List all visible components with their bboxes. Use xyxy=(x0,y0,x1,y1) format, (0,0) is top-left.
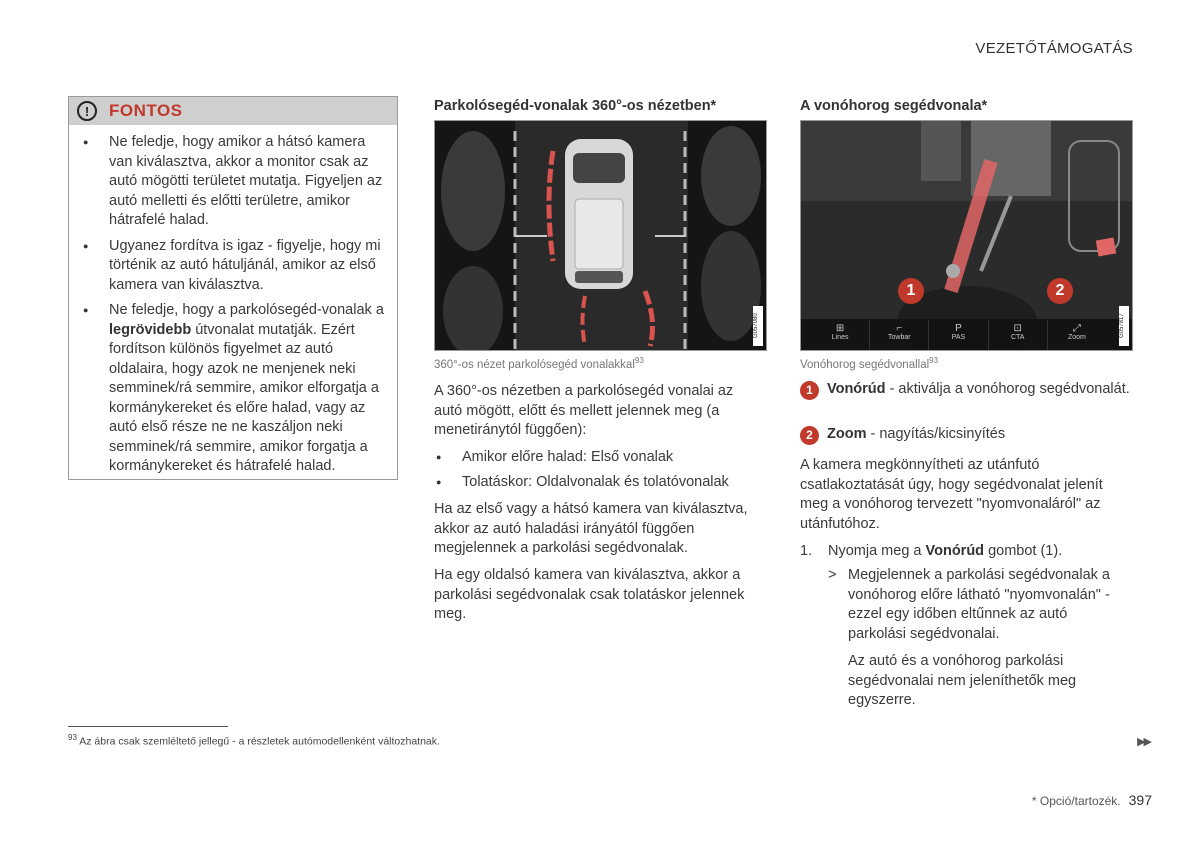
view-360-image xyxy=(434,120,767,351)
cross-traffic-icon: ⊡ xyxy=(1013,323,1022,334)
important-item-1: ● Ne feledje, hogy amikor a hátsó kamera van kiválasztva, akkor a monitor csak az autó mögötti területet mutatja. Figyeljen az autó melletti és előtti területre, amikor hátrafelé halad. xyxy=(69,133,397,231)
step-1-note: Az autó és a vonóhorog parkolási segédvonalai nem jeleníthetők meg egyszerre. xyxy=(848,653,1077,708)
badge-towbar: 1 xyxy=(898,278,924,304)
toolbar-pas-button[interactable]: P PAS xyxy=(929,320,988,350)
important-list xyxy=(69,133,397,483)
annotation-zoom: 2 Zoom - nagyítás/kicsinyítés xyxy=(800,425,1130,445)
important-item-3: ● Ne feledje, hogy a parkolósegéd-vonalak a legrövidebb útvonalat mutatják. Ezért fordítson különös figyelmet az autó oldalaira, hogy azok ne menjenek neki semminek/rá semmire, amikor elforgatja a kormánykereket és előre halad, vagy az autó első része ne ne kaszáljon neki semminek/rá semmire, amikor forgatja a kormánykereket és hátrafelé halad. xyxy=(69,301,397,477)
towbar-icon: ⌐ xyxy=(896,323,903,334)
towbar-p1: A kamera megkönnyítheti az utánfutó csatlakoztatását úgy, hogy segédvonalat jelenít meg a vonóhorog tervezett "nyomvonaláról" az utánfutóhoz. xyxy=(800,457,1103,532)
lines-icon: ⊞ xyxy=(835,323,845,334)
footnote-divider xyxy=(68,726,228,727)
parking-icon: P xyxy=(955,323,962,334)
towbar-illustration xyxy=(801,121,1133,351)
toolbar-towbar-button[interactable]: ⌐ Towbar xyxy=(870,320,929,350)
badge-zoom: 2 xyxy=(1047,278,1073,304)
parking-lines-heading: Parkolósegéd-vonalak 360°-os nézetben* xyxy=(434,98,717,114)
important-title: FONTOS xyxy=(109,101,183,120)
image-code: G057817 xyxy=(1119,306,1129,346)
towbar-heading: A vonóhorog segédvonala* xyxy=(800,98,988,114)
view-360-intro: A 360°-os nézetben a parkolósegéd vonalai az autó mögött, előtt és mellett jelennek meg (a menetiránytól függően): xyxy=(434,383,734,438)
step-1-result: > Megjelennek a parkolási segédvonalak a vonóhorog előre látható "nyomvonalán" - ezzel egy időben eltűnnek az autó parkolási segédvonalai. xyxy=(828,567,1110,642)
view-360-p2: Ha egy oldalsó kamera van kiválasztva, akkor a parkolási segédvonalak csak tolatáskor jelennek meg. xyxy=(434,567,745,622)
annotation-badge-2: 2 xyxy=(800,426,819,445)
important-header xyxy=(69,97,397,125)
towbar-image xyxy=(800,120,1133,351)
important-box xyxy=(68,96,398,480)
toolbar-cta-button[interactable]: ⊡ CTA xyxy=(989,320,1048,350)
step-1: 1. Nyomja meg a Vonórúd gombot (1). xyxy=(800,543,1063,559)
exclamation-circle-icon: ! xyxy=(77,101,97,121)
continue-arrows-icon: ▶▶ xyxy=(1137,736,1150,748)
important-item-2: ● Ugyanez fordítva is igaz - figyelje, hogy mi történik az autó hátuljánál, amikor az első kamera van kiválasztva. xyxy=(69,237,397,296)
page-footer: * Opció/tartozék. 397 xyxy=(1031,792,1152,808)
view-360-bullets xyxy=(434,448,764,492)
image-code: G057080 xyxy=(753,306,763,346)
bullet-forward: ● Amikor előre halad: Első vonalak xyxy=(434,448,764,468)
annotation-towbar: 1 Vonórúd - aktiválja a vonóhorog segédvonalát. xyxy=(800,380,1130,400)
zoom-icon: ⤢ xyxy=(1072,323,1081,334)
view-360-caption: 360°-os nézet parkolósegéd vonalakkal$^{93}$ xyxy=(434,356,644,371)
toolbar-lines-button[interactable]: ⊞ Lines xyxy=(811,320,870,350)
annotation-badge-1: 1 xyxy=(800,381,819,400)
camera-toolbar xyxy=(811,320,1106,350)
view-360-p1: Ha az első vagy a hátsó kamera van kiválasztva, akkor az autó haladási irányától függően megjelennek a parkolási segédvonalak. xyxy=(434,501,748,556)
towbar-caption: Vonóhorog segédvonallal$^{93}$ xyxy=(800,356,939,371)
view-360-illustration xyxy=(435,121,767,351)
toolbar-zoom-button[interactable]: ⤢ Zoom xyxy=(1048,320,1106,350)
page-number: 397 xyxy=(1128,792,1152,808)
bullet-reverse: ● Tolatáskor: Oldalvonalak és tolatóvonalak xyxy=(434,473,764,493)
footnote: $^{93}$ Az ábra csak szemléltető jellegű - a részletek autómodellenként változhatnak. xyxy=(68,733,440,748)
section-title: VEZETŐTÁMOGATÁS xyxy=(975,40,1133,57)
